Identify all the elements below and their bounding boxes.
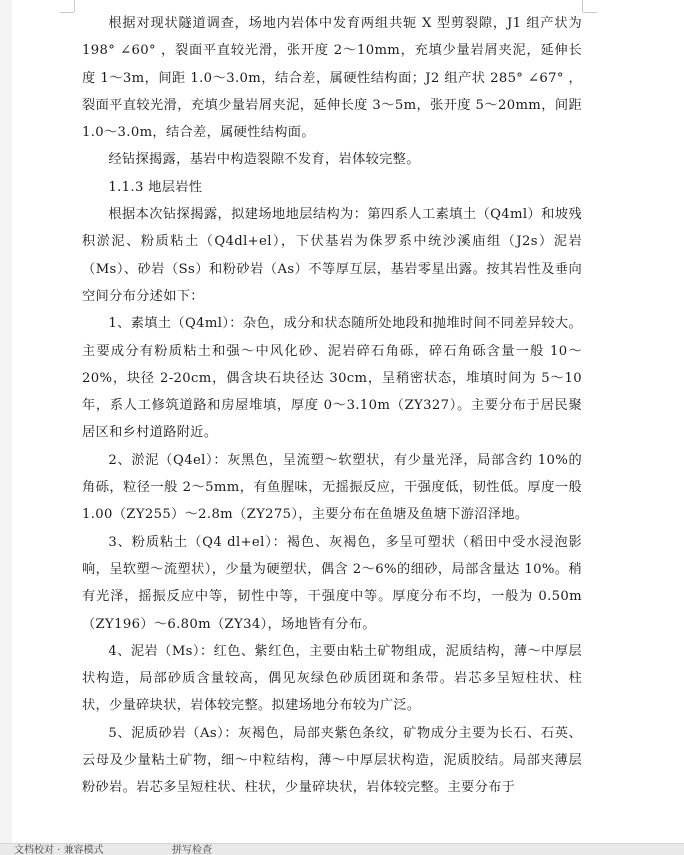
crop-mark-top-left-horizontal — [60, 12, 74, 13]
paragraph-plain-fill: 1、素填土（Q4ml）：杂色，成分和状态随所处地段和抛堆时间不同差异较大。主要成分有粉质粘土和强～中风化砂、泥岩碎石角砾，碎石角砾含量一般 10～20%，块径 2-20cm，偶含块石块径达 30cm，呈稍密状态，堆填时间为 5～10年，系人工修筑道路和房屋堆填，厚度 0～3.10m（ZY327）。主要分布于居民聚居区和乡村道路附近。 — [82, 316, 582, 441]
paragraph-drilling-summary: 经钻探揭露，基岩中构造裂隙不发育，岩体较完整。 — [108, 152, 420, 168]
paragraph-argillaceous-sandstone: 5、泥质砂岩（As）：灰褐色，局部夹紫色条纹，矿物成分主要为长石、石英、云母及少量粘土矿物，细～中粒结构，薄～中厚层状构造，泥质胶结。局部夹薄层粉砂岩。岩芯多呈短柱状、柱状，少量碎块状，岩体较完整。主要分布于 — [82, 725, 582, 796]
document-body[interactable] — [82, 10, 582, 802]
status-bar-right-text[interactable]: 拼写检查 — [172, 845, 212, 855]
section-heading-stratum: 1.1.3 地层岩性 — [108, 179, 203, 195]
crop-mark-top-right-horizontal — [583, 12, 597, 13]
crop-mark-top-left-vertical — [74, 0, 75, 12]
crop-mark-top-right-vertical — [582, 0, 583, 12]
status-bar — [0, 843, 684, 855]
paragraph-stratum-structure: 根据本次钻探揭露，拟建场地地层结构为：第四系人工素填土（Q4ml）和坡残积淤泥、粉质粘土（Q4dl+el），下伏基岩为侏罗系中统沙溪庙组（J2s）泥岩（Ms）、砂岩（Ss）和粉砂岩（As）不等厚互层，基岩零星出露。按其岩性及垂向空间分布分述如下： — [82, 207, 582, 304]
paragraph-fracture-survey: 根据对现状隧道调查，场地内岩体中发育两组共轭 X 型剪裂隙，J1 组产状为 198° ∠60° ，裂面平直较光滑，张开度 2～10mm，充填少量岩屑夹泥，延伸长度 1～3m，间距 1.0～3.0m，结合差，属硬性结构面；J2 组产状 285° ∠67° ，裂面平直较光滑，充填少量岩屑夹泥，延伸长度 3～5m，张开度 5～20mm，间距 1.0～3.0m，结合差，属硬性结构面。 — [82, 16, 582, 141]
paragraph-silt: 2、淤泥（Q4el）：灰黑色，呈流塑～软塑状，有少量光泽，局部含约 10%的角砾，粒径一般 2～5mm，有鱼腥味，无摇振反应，干强度低，韧性低。厚度一般 1.00（ZY255）～2.8m（ZY275），主要分布在鱼塘及鱼塘下游沼泽地。 — [82, 452, 582, 523]
paragraph-mudstone: 4、泥岩（Ms）：红色、紫红色，主要由粘土矿物组成，泥质结构，薄～中厚层状构造，局部砂质含量较高，偶见灰绿色砂质团斑和条带。岩芯多呈短柱状、柱状，少量碎块状，岩体较完整。拟建场地分布较为广泛。 — [82, 643, 582, 714]
document-page[interactable] — [12, 0, 684, 843]
paragraph-silty-clay: 3、粉质粘土（Q4 dl+el）：褐色、灰褐色，多呈可塑状（稻田中受水浸泡影响，呈软塑～流塑状），少量为硬塑状，偶含 2～6%的细砂，局部含量达 10%。稍有光泽，摇振反应中等，韧性中等，干强度中等。厚度分布不均，一般为 0.50m（ZY196）～6.80m（ZY34），场地皆有分布。 — [82, 534, 582, 632]
status-bar-left-text[interactable]: 文档校对 · 兼容模式 — [14, 845, 104, 855]
